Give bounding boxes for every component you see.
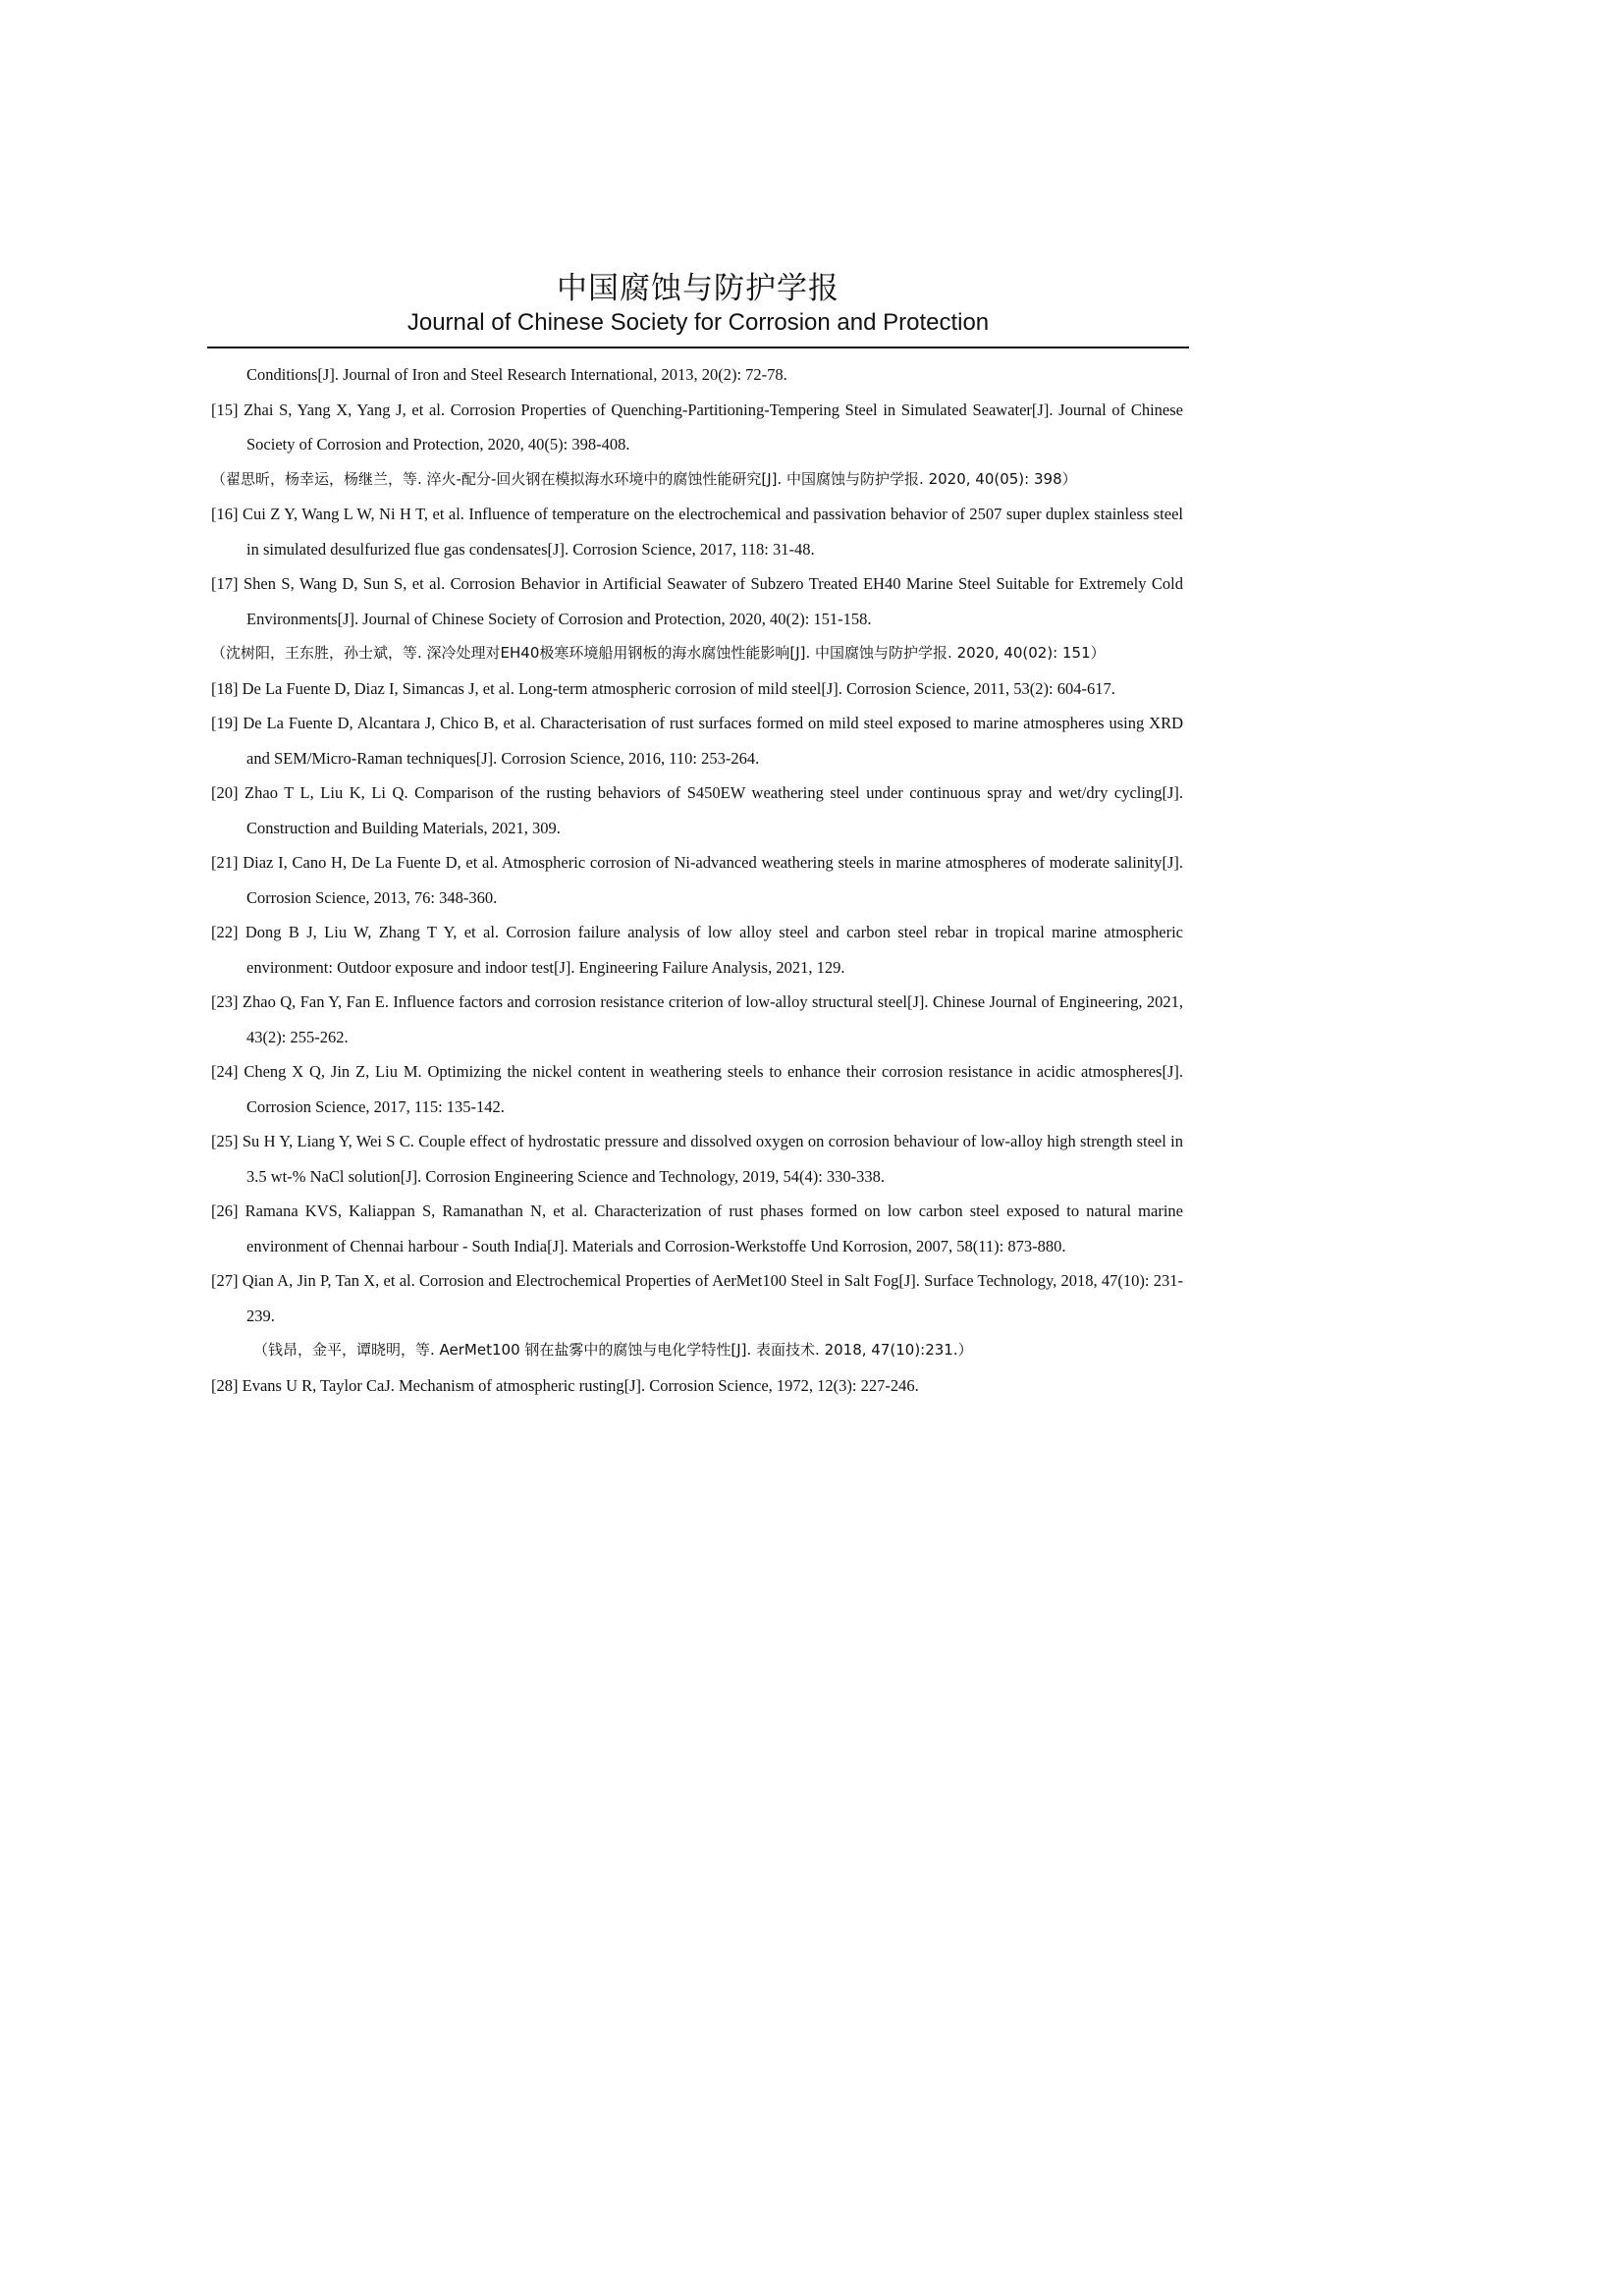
journal-title-chinese: 中国腐蚀与防护学报 bbox=[557, 271, 839, 306]
reference-16: [16] Cui Z Y, Wang L W, Ni H T, et al. Influence of temperature on the electrochemical and passivation behavior of 2507 super duplex stainless steel in simulated desulfurized flue gas condensates[J]. Corrosion Science, 2017, 118: 31-48. bbox=[211, 505, 1183, 559]
header-rule bbox=[207, 347, 1189, 348]
journal-title-english: Journal of Chinese Society for Corrosion and Protection bbox=[406, 309, 990, 336]
reference-21: [21] Diaz I, Cano H, De La Fuente D, et al. Atmospheric corrosion of Ni-advanced weathering steels in marine atmospheres of moderate salinity[J]. Corrosion Science, 2013, 76: 348-360. bbox=[211, 853, 1183, 907]
reference-continuation: Conditions[J]. Journal of Iron and Steel Research International, 2013, 20(2): 72-78. bbox=[246, 365, 787, 384]
reference-20: [20] Zhao T L, Liu K, Li Q. Comparison of the rusting behaviors of S450EW weathering steel under continuous spray and wet/dry cycling[J]. Construction and Building Materials, 2021, 309. bbox=[211, 783, 1183, 837]
reference-22: [22] Dong B J, Liu W, Zhang T Y, et al. Corrosion failure analysis of low alloy steel and carbon steel rebar in tropical marine atmospheric environment: Outdoor exposure and indoor test[J]. Engineering Failure Analysis, 2021, 129. bbox=[211, 923, 1183, 977]
reference-23: [23] Zhao Q, Fan Y, Fan E. Influence factors and corrosion resistance criterion of low-alloy structural steel[J]. Chinese Journal of Engineering, 2021, 43(2): 255-262. bbox=[211, 992, 1183, 1046]
reference-27-chinese: （钱昂，金平，谭晓明，等. AerMet100 钢在盐雾中的腐蚀与电化学特性[J]. 表面技术. 2018, 47(10):231.） bbox=[253, 1341, 973, 1359]
reference-17: [17] Shen S, Wang D, Sun S, et al. Corrosion Behavior in Artificial Seawater of Subzero Treated EH40 Marine Steel Suitable for Extremely Cold Environments[J]. Journal of Chinese Society of Corrosion and Protection, 2020, 40(2): 151-158. bbox=[211, 574, 1183, 628]
reference-26: [26] Ramana KVS, Kaliappan S, Ramanathan N, et al. Characterization of rust phases formed on low carbon steel exposed to natural marine environment of Chennai harbour - South India[J]. Materials and Corrosion-Werkstoffe Und Korrosion, 2007, 58(11): 873-880. bbox=[211, 1201, 1183, 1255]
reference-18: [18] De La Fuente D, Diaz I, Simancas J, et al. Long-term atmospheric corrosion of mild steel[J]. Corrosion Science, 2011, 53(2): 604-617. bbox=[211, 678, 1115, 698]
reference-24: [24] Cheng X Q, Jin Z, Liu M. Optimizing the nickel content in weathering steels to enhance their corrosion resistance in acidic atmospheres[J]. Corrosion Science, 2017, 115: 135-142. bbox=[211, 1062, 1183, 1116]
reference-25: [25] Su H Y, Liang Y, Wei S C. Couple effect of hydrostatic pressure and dissolved oxygen on corrosion behaviour of low-alloy high strength steel in 3.5 wt-% NaCl solution[J]. Corrosion Engineering Science and Technology, 2019, 54(4): 330-338. bbox=[211, 1132, 1183, 1186]
journal-header bbox=[207, 271, 1189, 338]
reference-list bbox=[211, 357, 1183, 1403]
reference-17-chinese: （沈树阳，王东胜，孙士斌，等. 深冷处理对EH40极寒环境船用钢板的海水腐蚀性能影响[J]. 中国腐蚀与防护学报. 2020, 40(02): 151） bbox=[211, 644, 1106, 662]
reference-19: [19] De La Fuente D, Alcantara J, Chico B, et al. Characterisation of rust surfaces formed on mild steel exposed to marine atmospheres using XRD and SEM/Micro-Raman techniques[J]. Corrosion Science, 2016, 110: 253-264. bbox=[211, 714, 1183, 768]
reference-28: [28] Evans U R, Taylor CaJ. Mechanism of atmospheric rusting[J]. Corrosion Science, 1972, 12(3): 227-246. bbox=[211, 1375, 919, 1395]
reference-27: [27] Qian A, Jin P, Tan X, et al. Corrosion and Electrochemical Properties of AerMet100 Steel in Salt Fog[J]. Surface Technology, 2018, 47(10): 231-239. bbox=[211, 1271, 1183, 1325]
reference-15-chinese: （翟思昕，杨幸运，杨继兰，等. 淬火-配分-回火钢在模拟海水环境中的腐蚀性能研究[J]. 中国腐蚀与防护学报. 2020, 40(05): 398） bbox=[211, 469, 1077, 488]
reference-15: [15] Zhai S, Yang X, Yang J, et al. Corrosion Properties of Quenching-Partitioning-Tempering Steel in Simulated Seawater[J]. Journal of Chinese Society of Corrosion and Protection, 2020, 40(5): 398-408. bbox=[211, 400, 1183, 454]
